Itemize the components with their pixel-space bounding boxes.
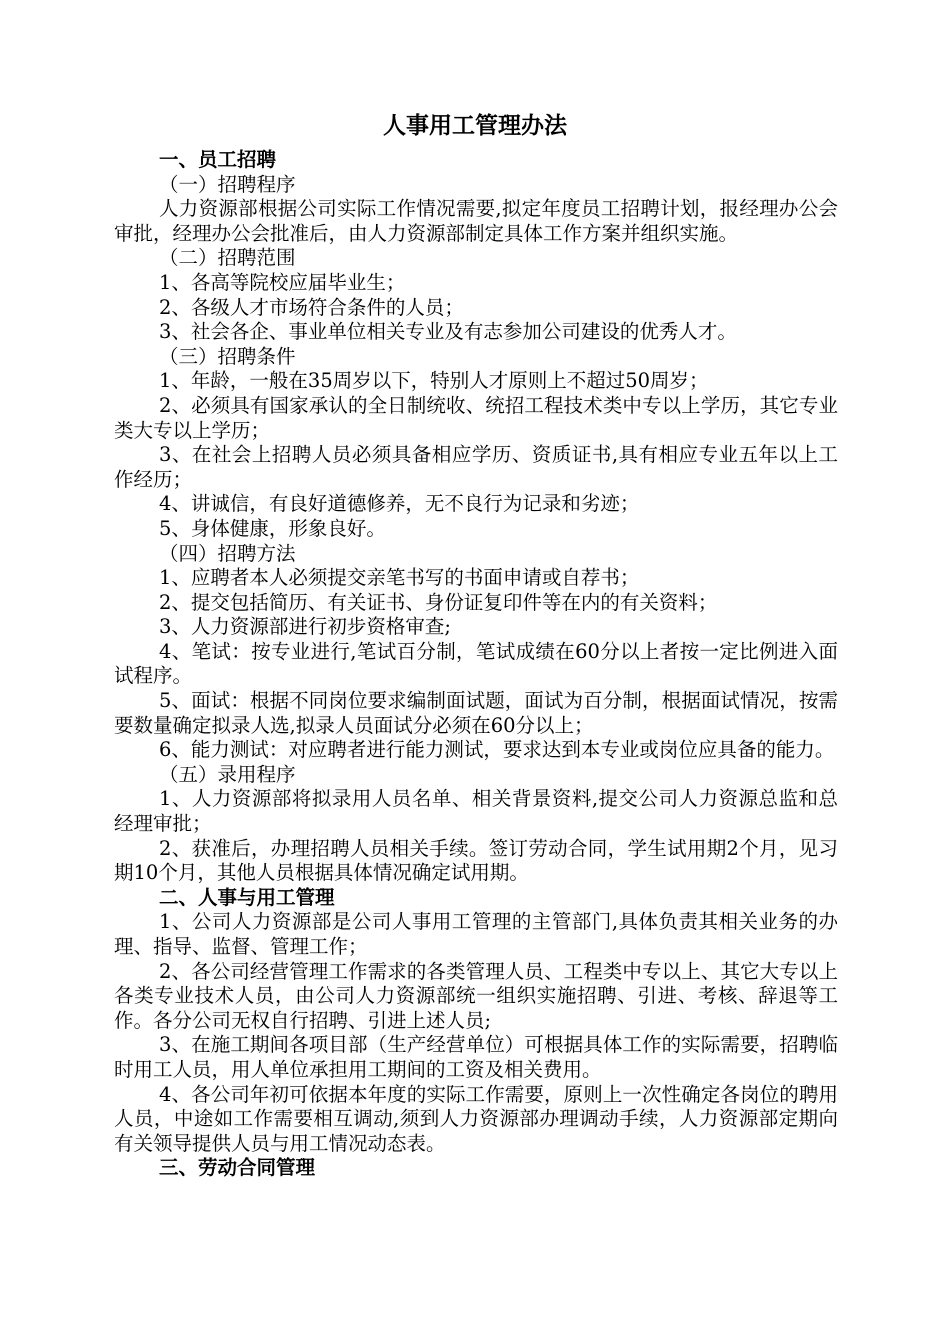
subsection-heading: （五）录用程序 [159,762,296,786]
paragraph: 4、讲诚信，有良好道德修养，无不良行为记录和劣迹； [159,492,640,516]
paragraph: 4、各公司年初可依据本年度的实际工作需要，原则上一次性确定各岗位的聘用人员，中途如工作需要相互调动,须到人力资源部办理调动手续，人力资源部定期向有关领导提供人员与用工情况动态表。 [114,1082,838,1155]
paragraph: 1、应聘者本人必须提交亲笔书写的书面申请或自荐书； [159,566,640,590]
paragraph: 3、在施工期间各项目部（生产经营单位）可根据具体工作的实际需要，招聘临时用工人员，用人单位承担用工期间的工资及相关费用。 [114,1033,838,1081]
paragraph: 人力资源部根据公司实际工作情况需要,拟定年度员工招聘计划，报经理办公会审批，经理办公会批准后，由人力资源部制定具体工作方案并组织实施。 [114,197,838,245]
paragraph: 2、提交包括简历、有关证书、身份证复印件等在内的有关资料； [159,590,718,614]
paragraph: 6、能力测试：对应聘者进行能力测试，要求达到本专业或岗位应具备的能力。 [159,738,835,762]
subsection-heading: （四）招聘方法 [159,541,296,565]
paragraph: 1、公司人力资源部是公司人事用工管理的主管部门,具体负责其相关业务的办理、指导、监督、管理工作； [114,910,838,958]
paragraph: 1、年龄，一般在35周岁以下，特别人才原则上不超过50周岁； [159,369,709,393]
paragraph: 1、各高等院校应届毕业生； [159,270,406,294]
subsection-heading: （二）招聘范围 [159,246,296,270]
paragraph: 2、各级人才市场符合条件的人员； [159,295,464,319]
paragraph: 2、各公司经营管理工作需求的各类管理人员、工程类中专以上、其它大专以上各类专业技术人员，由公司人力资源部统一组织实施招聘、引进、考核、辞退等工作。各分公司无权自行招聘、引进上述人员; [114,959,838,1032]
paragraph: 3、在社会上招聘人员必须具备相应学历、资质证书,具有相应专业五年以上工作经历； [114,443,838,491]
section-heading: 二、人事与用工管理 [159,885,335,909]
paragraph: 5、身体健康，形象良好。 [159,516,386,540]
paragraph: 2、必须具有国家承认的全日制统收、统招工程技术类中专以上学历，其它专业类大专以上学历； [114,393,838,442]
document-body [114,148,838,1181]
paragraph: 3、人力资源部进行初步资格审查; [159,615,451,639]
paragraph: 5、面试：根据不同岗位要求编制面试题，面试为百分制，根据面试情况，按需要数量确定拟录人选,拟录人员面试分必须在60分以上； [114,689,838,737]
paragraph: 2、获准后，办理招聘人员相关手续。签订劳动合同，学生试用期2个月，见习期10个月，其他人员根据具体情况确定试用期。 [114,836,838,885]
document-title: 人事用工管理办法 [383,113,567,139]
subsection-heading: （三）招聘条件 [159,344,296,368]
subsection-heading: （一）招聘程序 [159,172,296,196]
paragraph: 1、人力资源部将拟录用人员名单、相关背景资料,提交公司人力资源总监和总经理审批； [114,787,838,836]
paragraph: 4、笔试：按专业进行,笔试百分制，笔试成绩在60分以上者按一定比例进入面试程序。 [114,639,838,688]
paragraph: 3、社会各企、事业单位相关专业及有志参加公司建设的优秀人才。 [159,320,737,344]
section-heading: 三、劳动合同管理 [159,1156,316,1180]
section-heading: 一、员工招聘 [159,148,277,171]
